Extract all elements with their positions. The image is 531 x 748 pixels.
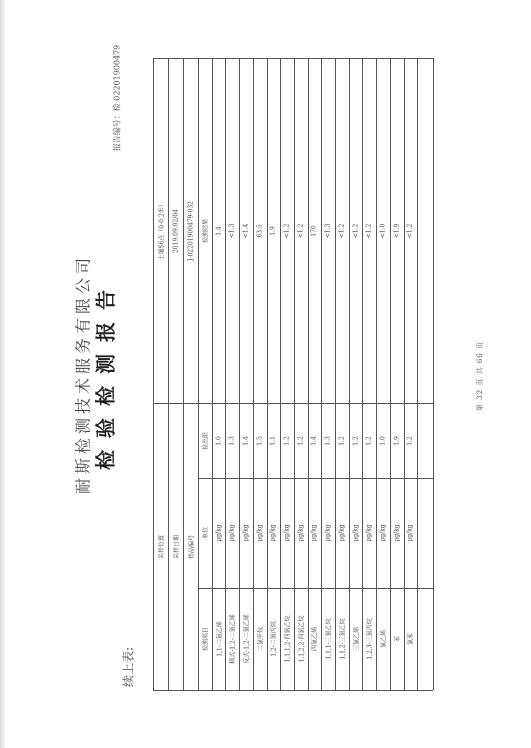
- cell-item: 1,1-二氯乙烯: [216, 621, 224, 657]
- sample-id-value: J-02201900479-032: [187, 200, 194, 261]
- cell-result: <1.2: [352, 223, 360, 238]
- cell-item: 二氯甲烷: [257, 626, 265, 652]
- cell-item: 1,1,2-三氯乙烷: [339, 618, 347, 660]
- cell-item: 1,2,3-三氯丙烷: [366, 618, 374, 660]
- cell-limit: 1.3: [228, 435, 236, 446]
- cell-unit: μg/kg: [269, 524, 277, 542]
- continued-label: 续上表:: [121, 646, 136, 688]
- cell-item: 四氯乙烯: [311, 626, 319, 652]
- cell-unit: μg/kg: [365, 524, 373, 542]
- report-number: 报告编号：检 02201900479: [112, 44, 122, 152]
- row-divider: [349, 58, 350, 690]
- cell-unit: μg/kg: [242, 524, 250, 542]
- cell-result: 63.5: [256, 223, 264, 238]
- sample-location-label: 采样位置: [158, 534, 165, 559]
- report-title: 检验检测报告: [93, 278, 118, 470]
- row-divider: [267, 58, 268, 690]
- row-divider: [168, 58, 169, 690]
- column-header: 检测结果: [202, 218, 210, 243]
- cell-limit: 1.2: [352, 435, 360, 446]
- cell-item: 1,1,1-三氯乙烷: [325, 618, 333, 660]
- cell-limit: 1.2: [297, 435, 305, 446]
- row-divider: [335, 58, 336, 690]
- cell-result: <1.3: [228, 223, 236, 238]
- cell-item: 三氯乙烯: [353, 626, 361, 652]
- col-divider: [198, 588, 433, 589]
- cell-limit: 1.0: [215, 435, 223, 446]
- cell-item: 1,1,1,2-四氯乙烷: [284, 615, 292, 663]
- cell-limit: 1.4: [242, 435, 250, 446]
- cell-limit: 1.2: [338, 435, 346, 446]
- cell-item: 苯: [394, 635, 402, 643]
- cell-item: 反式-1,2-二氯乙烯: [243, 614, 251, 664]
- cell-result: <1.3: [324, 223, 332, 238]
- cell-result: <1.2: [406, 223, 414, 238]
- cell-unit: μg/kg: [215, 524, 223, 542]
- cell-unit: μg/kg: [324, 524, 332, 542]
- row-divider: [404, 58, 405, 690]
- sample-location-value: 土壤S6点（0-0.2米）: [158, 200, 165, 261]
- cell-unit: μg/kg: [256, 524, 264, 542]
- cell-result: <1.9: [393, 223, 401, 238]
- row-divider: [225, 58, 226, 690]
- cell-unit: μg/kg: [338, 524, 346, 542]
- row-divider: [390, 58, 391, 690]
- row-divider: [417, 58, 418, 690]
- cell-result: <1.2: [283, 223, 291, 238]
- cell-unit: μg/kg: [283, 524, 291, 542]
- cell-limit: 1.9: [393, 435, 401, 446]
- company-name: 耐斯检测技术服务有限公司: [73, 253, 93, 495]
- cell-limit: 1.4: [310, 435, 318, 446]
- cell-limit: 1.2: [365, 435, 373, 446]
- cell-limit: 1.1: [269, 435, 277, 446]
- col-divider: [198, 478, 433, 479]
- cell-result: <1.2: [338, 223, 346, 238]
- cell-item: 顺式-1,2-二氯乙烯: [229, 614, 237, 664]
- sample-date-label: 采样日期: [173, 534, 180, 559]
- cell-unit: μg/kg: [406, 524, 414, 542]
- col-divider: [198, 403, 433, 404]
- cell-unit: μg/kg: [228, 524, 236, 542]
- table-border-bottom: [153, 690, 433, 691]
- cell-limit: 1.2: [283, 435, 291, 446]
- cell-unit: μg/kg: [297, 524, 305, 542]
- cell-result: <1.2: [365, 223, 373, 238]
- column-header: 单位: [202, 526, 210, 540]
- sample-date-value: 2019.09.02/04: [172, 208, 179, 253]
- row-divider: [321, 58, 322, 690]
- cell-limit: 1.3: [324, 435, 332, 446]
- cell-unit: μg/kg: [310, 524, 318, 542]
- cell-result: <1.4: [242, 223, 250, 238]
- row-divider: [212, 58, 213, 690]
- cell-unit: μg/kg: [393, 524, 401, 542]
- cell-limit: 1.5: [256, 435, 264, 446]
- cell-item: 1,1,2,2-四氯乙烷: [298, 615, 306, 663]
- cell-result: 170: [310, 224, 318, 237]
- row-divider: [308, 58, 309, 690]
- cell-result: <1.0: [379, 223, 387, 238]
- cell-result: 1.4: [215, 225, 223, 236]
- column-header: 检测项目: [202, 626, 210, 652]
- cell-limit: 1.2: [406, 435, 414, 446]
- row-divider: [153, 58, 154, 690]
- row-divider: [376, 58, 377, 690]
- row-divider: [239, 58, 240, 690]
- sample-id-label: 样品编号: [188, 534, 195, 559]
- cell-unit: μg/kg: [379, 524, 387, 542]
- cell-result: 1.9: [269, 225, 277, 236]
- row-divider: [362, 58, 363, 690]
- row-divider: [198, 58, 199, 690]
- row-divider: [294, 58, 295, 690]
- row-divider: [280, 58, 281, 690]
- cell-item: 氯苯: [407, 632, 415, 646]
- page-number: 第 32 页 共 66 页: [476, 341, 484, 411]
- cell-item: 1,2-二氯丙烷: [270, 621, 278, 657]
- row-divider: [253, 58, 254, 690]
- cell-unit: μg/kg: [352, 524, 360, 542]
- cell-result: <1.2: [297, 223, 305, 238]
- row-divider: [183, 58, 184, 690]
- cell-item: 氯乙烯: [380, 629, 388, 649]
- cell-limit: 1.0: [379, 435, 387, 446]
- column-header: 检出限: [202, 431, 210, 450]
- table-border-right: [433, 58, 434, 690]
- info-col-divider: [153, 403, 198, 404]
